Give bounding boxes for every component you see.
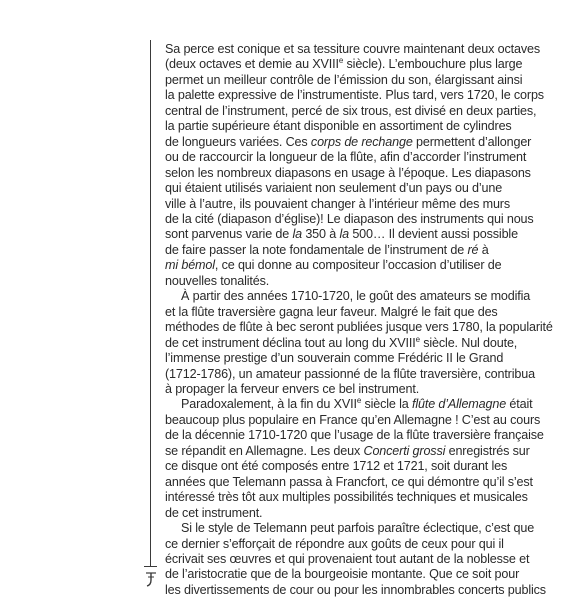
text-line: ou de raccourcir la longueur de la flûte, afin d’accorder l’instrument (165, 150, 527, 165)
body-text (165, 42, 563, 598)
text-line: l’immense prestige d’un souverain comme Frédéric II le Grand (165, 351, 504, 366)
text-line: méthodes de flûte à bec seront publiées jusque vers 1780, la popularité (165, 320, 553, 335)
text-line: (deux octaves et demie au XVIIIe siècle). L’embouchure plus large (165, 56, 523, 72)
text-line: beaucoup plus populaire en France qu’en Allemagne ! C’est au cours (165, 412, 541, 427)
margin-tick (144, 566, 157, 567)
text-line: ce dernier s’efforçait de répondre aux goûts de ceux pour qui il (165, 536, 504, 551)
text-line: à propager la ferveur envers ce bel instrument. (165, 381, 420, 396)
text-line: années que Telemann passa à Francfort, ce qui démontre qu’il s’est (165, 474, 533, 489)
text-line: À partir des années 1710-1720, le goût des amateurs se modifia (181, 289, 531, 304)
text-line: Si le style de Telemann peut parfois paraître éclectique, c’est que (181, 521, 535, 536)
text-line: qui étaient utilisés variaient non seulement d’un pays ou d’une (165, 181, 503, 196)
text-line: mi bémol, ce qui donne au compositeur l’occasion d’utiliser de (165, 258, 502, 273)
text-line: central de l’instrument, percé de six trous, est divisé en deux parties, (165, 103, 537, 118)
text-line: de cet instrument déclina tout au long du XVIIIe siècle. Nul doute, (165, 334, 518, 350)
text-line: de cet instrument. (165, 505, 263, 520)
text-line: la partie supérieure étant disponible en assortiment de cylindres (165, 119, 512, 134)
flute-ornament-icon (145, 571, 157, 587)
text-line: Paradoxalement, à la fin du XVIIe siècle la flûte d’Allemagne était (181, 396, 533, 412)
text-line: de faire passer la note fondamentale de l’instrument de ré à (165, 242, 489, 257)
text-line: écrivait ses œuvres et qui provenaient tout autant de la noblesse et (165, 551, 530, 566)
text-line: la palette expressive de l’instrumentiste. Plus tard, vers 1720, le corps (165, 88, 544, 103)
text-line: et la flûte traversière gagna leur faveur. Malgré le fait que des (165, 304, 498, 319)
text-line: permet un meilleur contrôle de l’émission du son, élargissant ainsi (165, 72, 523, 87)
margin-rule (150, 40, 151, 567)
text-line: Sa perce est conique et sa tessiture couvre maintenant deux octaves (165, 42, 540, 56)
text-line: les divertissements de cour ou pour les innombrables concerts publics (165, 582, 546, 597)
text-line: de longueurs variées. Ces corps de rechange permettent d’allonger (165, 134, 532, 149)
text-line: nouvelles tonalités. (165, 273, 270, 288)
text-line: de l’aristocratie que de la bourgeoisie montante. Que ce soit pour (165, 567, 520, 582)
text-line: se répandit en Allemagne. Les deux Concerti grossi enregistrés sur (165, 443, 530, 458)
text-line: (1712-1786), un amateur passionné de la flûte traversière, contribua (165, 366, 535, 381)
text-line: intéressé très tôt aux multiples possibilités techniques et musicales (165, 490, 528, 505)
text-line: ville à l’autre, ils pouvaient changer à l’intérieur même des murs (165, 196, 510, 211)
text-line: sont parvenus varie de la 350 à la 500… Il devient aussi possible (165, 227, 518, 242)
text-line: de la décennie 1710-1720 que l’usage de la flûte traversière française (165, 428, 544, 443)
text-line: de la cité (diapason d’église)! Le diapason des instruments qui nous (165, 211, 534, 226)
text-line: ce disque ont été composés entre 1712 et 1721, soit durant les (165, 459, 508, 474)
text-line: selon les nombreux diapasons en usage à l’époque. Les diapasons (165, 165, 531, 180)
